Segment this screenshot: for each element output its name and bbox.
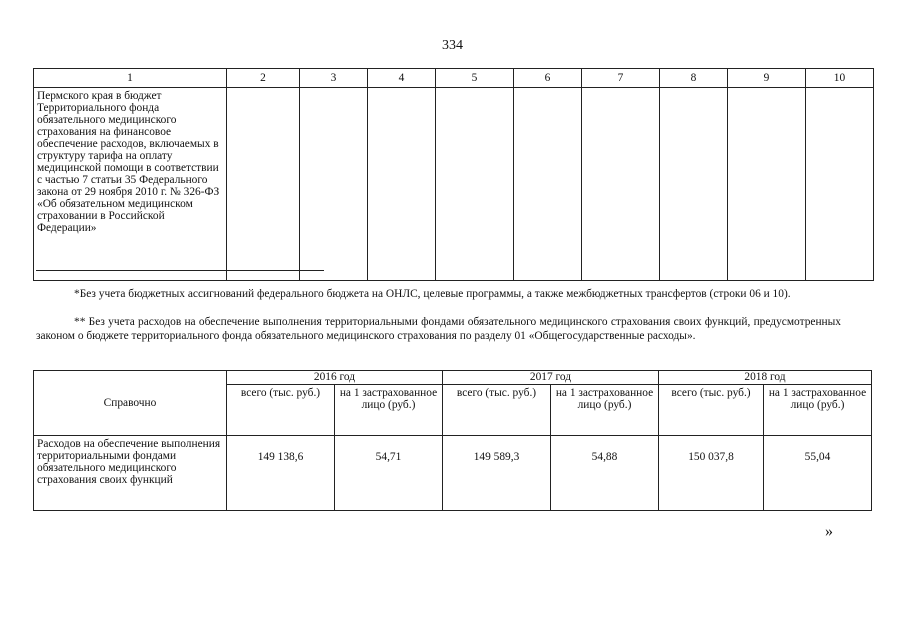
per-person-subheader: на 1 застрахованное лицо (руб.) — [764, 385, 872, 436]
value-cell: 55,04 — [764, 436, 872, 511]
table-row — [34, 436, 872, 511]
value-cell: 54,88 — [551, 436, 659, 511]
total-subheader: всего (тыс. руб.) — [443, 385, 551, 436]
year-2016-header: 2016 год — [227, 371, 443, 385]
value-cell: 150 037,8 — [659, 436, 764, 511]
empty-cell — [227, 88, 300, 281]
reference-title: Справочно — [34, 371, 227, 436]
value-cell: 54,71 — [335, 436, 443, 511]
column-number: 10 — [806, 69, 874, 88]
closing-quote-mark: » — [825, 523, 833, 540]
column-number-row — [34, 69, 874, 88]
column-number: 6 — [514, 69, 582, 88]
empty-cell — [436, 88, 514, 281]
column-number: 7 — [582, 69, 660, 88]
empty-cell — [514, 88, 582, 281]
table-row — [34, 88, 874, 281]
year-2018-header: 2018 год — [659, 371, 872, 385]
continuation-table — [33, 68, 874, 281]
column-number: 3 — [300, 69, 368, 88]
column-number: 8 — [660, 69, 728, 88]
row-description: Пермского края в бюджет Территориального фонда обязательного медицинского страхования на финансовое обеспечение расходов, включаемых в структуру тарифа на оплату медицинской помощи в соответствии с частью 7 статьи 35 Федерального закона от 29 ноября 2010 г. № 326-ФЗ «Об обязательном медицинском страховании в Российской Федерации» — [34, 88, 227, 281]
year-2017-header: 2017 год — [443, 371, 659, 385]
column-number: 9 — [728, 69, 806, 88]
footnote-divider — [36, 270, 324, 271]
empty-cell — [660, 88, 728, 281]
column-number: 2 — [227, 69, 300, 88]
per-person-subheader: на 1 застрахованное лицо (руб.) — [551, 385, 659, 436]
total-subheader: всего (тыс. руб.) — [227, 385, 335, 436]
reference-table — [33, 370, 872, 511]
year-header-row — [34, 371, 872, 385]
page-number: 334 — [442, 38, 463, 53]
row-label: Расходов на обеспечение выполнения территориальными фондами обязательного медицинского страхования своих функций — [34, 436, 227, 511]
value-cell: 149 138,6 — [227, 436, 335, 511]
empty-cell — [300, 88, 368, 281]
value-cell: 149 589,3 — [443, 436, 551, 511]
empty-cell — [368, 88, 436, 281]
column-number: 4 — [368, 69, 436, 88]
total-subheader: всего (тыс. руб.) — [659, 385, 764, 436]
per-person-subheader: на 1 застрахованное лицо (руб.) — [335, 385, 443, 436]
footnote-1: *Без учета бюджетных ассигнований федерального бюджета на ОНЛС, целевые программы, а также межбюджетных трансфертов (строки 06 и 10). — [74, 288, 791, 300]
empty-cell — [728, 88, 806, 281]
column-number: 5 — [436, 69, 514, 88]
footnote-2: ** Без учета расходов на обеспечение выполнения территориальными фондами обязательного медицинского страхования своих функций, предусмотренных законом о бюджете территориального фонда обязательного медицинского страхования по разделу 01 «Общегосударственные расходы». — [36, 316, 841, 342]
empty-cell — [806, 88, 874, 281]
column-number: 1 — [34, 69, 227, 88]
empty-cell — [582, 88, 660, 281]
